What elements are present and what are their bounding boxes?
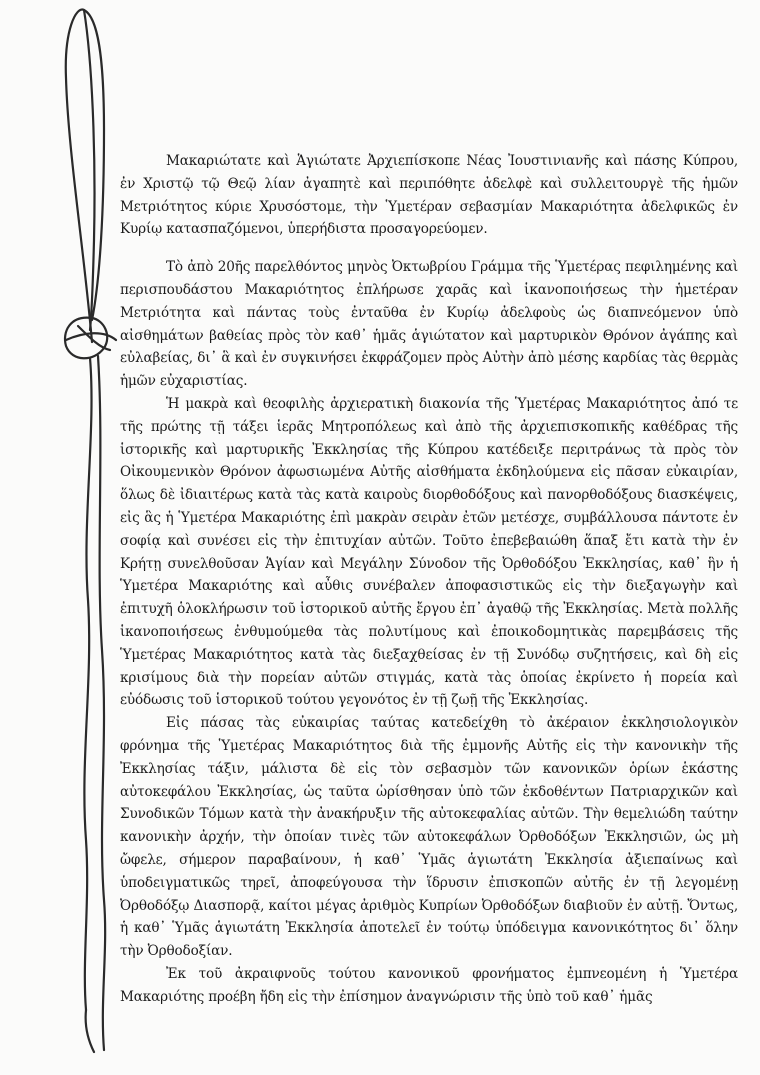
paragraph-recognition: Ἐκ τοῦ ἀκραιφνοῦς τούτου κανονικοῦ φρονήματος ἐμπνεομένη ἡ Ὑμετέρα Μακαριότης προέβη ἤδη εἰς τὴν ἐπίσημον ἀναγνώρισιν τῆς ὑπὸ τοῦ καθ᾽ ἡμᾶς bbox=[120, 965, 738, 1005]
paragraph-ministry: Ἡ μακρὰ καὶ θεοφιλὴς ἀρχιερατικὴ διακονία τῆς Ὑμετέρας Μακαριότητος ἀπό τε τῆς πρώτης τῇ τάξει ἱερᾶς Μητροπόλεως καὶ ἀπὸ τῆς ἀρχιεπισκοπικῆς καθέδρας τῆς ἱστορικῆς καὶ μαρτυρικῆς Ἐκκλησίας τῆς Κύπρου κατέδειξε περιτράνως τὰ πρὸς τὸν Οἰκουμενικὸν Θρόνον ἀφωσιωμένα Αὐτῆς αἰσθήματα ἐκδηλούμενα εἰς πᾶσαν εὐκαιρίαν, ὅλως δὲ ἰδιαιτέρως κατὰ τὰς κατὰ καιροὺς διορθοδόξους καὶ πανορθοδόξους διασκέψεις, εἰς ἃς ἡ Ὑμετέρα Μακαριότης ἐπὶ μακρὰν σειρὰν ἐτῶν μετέσχε, συμβάλλουσα πάντοτε ἐν σοφίᾳ καὶ συνέσει εἰς τὴν ἐπιτυχίαν αὐτῶν. Τοῦτο ἐπεβεβαιώθη ἅπαξ ἔτι κατὰ τὴν ἐν Κρήτῃ συνελθοῦσαν Ἁγίαν καὶ Μεγάλην Σύνοδον τῆς Ὀρθοδόξου Ἐκκλησίας, καθ᾽ ἣν ἡ Ὑμετέρα Μακαριότης καὶ αὖθις συνέβαλεν ἀποφασιστικῶς εἰς τὴν διεξαγωγὴν καὶ ἐπιτυχῆ ὁλοκλήρωσιν τοῦ ἱστορικοῦ αὐτῆς ἔργου ἐπ᾽ ἀγαθῷ τῆς Ἐκκλησίας. Μετὰ πολλῆς ἱκανοποιήσεως ἐνθυμούμεθα τὰς πολυτίμους καὶ ἐποικοδομητικὰς παρεμβάσεις τῆς Ὑμετέρας Μακαριότητος κατὰ τὰς διεξαχθείσας ἐν τῇ Συνόδῳ συζητήσεις, καὶ δὴ εἰς κρισίμους διὰ τὴν πορείαν αὐτῶν στιγμάς, κατὰ τὰς ὁποίας ἐκρίνετο ἡ πορεία καὶ εὐόδωσις τοῦ ἱστορικοῦ τούτου γεγονότος ἐν τῇ ζωῇ τῆς Ἐκκλησίας. bbox=[120, 395, 738, 709]
paragraph-canonical-order: Εἰς πάσας τὰς εὐκαιρίας ταύτας κατεδείχθη τὸ ἀκέραιον ἐκκλησιολογικὸν φρόνημα τῆς Ὑμετέρας Μακαριότητος διὰ τῆς ἐμμονῆς Αὐτῆς εἰς τὴν κανονικὴν τῆς Ἐκκλησίας τάξιν, μάλιστα δὲ εἰς τὸν σεβασμὸν τῶν κανονικῶν ὁρίων ἑκάστης αὐτοκεφάλου Ἐκκλησίας, ὡς ταῦτα ὡρίσθησαν ὑπὸ τῶν ἐκδοθέντων Πατριαρχικῶν καὶ Συνοδικῶν Τόμων κατὰ τὴν ἀνακήρυξιν τῆς αὐτοκεφαλίας αὐτῶν. Τὴν θεμελιώδη ταύτην κανονικὴν ἀρχήν, τὴν ὁποίαν τινὲς τῶν αὐτοκεφάλων Ὀρθοδόξων Ἐκκλησιῶν, ὡς μὴ ὤφελε, σήμερον παραβαίνουν, ἡ καθ᾽ Ὑμᾶς ἁγιωτάτη Ἐκκλησία ἀξιεπαίνως καὶ ὑποδειγματικῶς τηρεῖ, ἀποφεύγουσα τὴν ἵδρυσιν ἐπισκοπῶν αὐτῆς ἐν τῇ λεγομένῃ Ὀρθοδόξῳ Διασπορᾷ, καίτοι μέγας ἀριθμὸς Κυπρίων Ὀρθοδόξων διαβιοῦν ἐν αὐτῇ. Ὄντως, ἡ καθ᾽ Ὑμᾶς ἁγιωτάτη Ἐκκλησία ἀποτελεῖ ἐν τούτῳ ὑπόδειγμα κανονικότητος δι᾽ ὅλην τὴν Ὀρθοδοξίαν. bbox=[120, 715, 738, 960]
paragraph-salutation: Μακαριώτατε καὶ Ἁγιώτατε Ἀρχιεπίσκοπε Νέας Ἰουστινιανῆς καὶ πάσης Κύπρου, ἐν Χριστῷ τῷ Θεῷ λίαν ἀγαπητὲ καὶ περιπόθητε ἀδελφὲ καὶ συλλειτουργὲ τῆς ἡμῶν Μετριότητος κύριε Χρυσόστομε, τὴν Ὑμετέραν σεβασμίαν Μακαριότητα ἀδελφικῶς ἐν Κυρίῳ κατασπαζόμενοι, ὑπερήδιστα προσαγορεύομεν. bbox=[120, 153, 738, 238]
paragraph-thanks: Τὸ ἀπὸ 20ῆς παρελθόντος μηνὸς Ὀκτωβρίου Γράμμα τῆς Ὑμετέρας πεφιλημένης καὶ περισπουδάστου Μακαριότητος ἐπλήρωσε χαρᾶς καὶ ἱκανοποιήσεως τὴν ἡμετέραν Μετριότητα καὶ πάντας τοὺς ἐνταῦθα ἐν Κυρίῳ ἀδελφοὺς ὡς διαπνεόμενον ὑπὸ αἰσθημάτων βαθείας πρὸς τὸν καθ᾽ ἡμᾶς ἁγιώτατον καὶ μαρτυρικὸν Θρόνον ἀγάπης καὶ εὐλαβείας, δι᾽ ἃ καὶ ἐν συγκινήσει ἐκφράζομεν πρὸς Αὐτὴν ἀπὸ μέσης καρδίας τὰς θερμὰς ἡμῶν εὐχαριστίας. bbox=[120, 259, 738, 390]
letter-body bbox=[120, 150, 738, 1008]
